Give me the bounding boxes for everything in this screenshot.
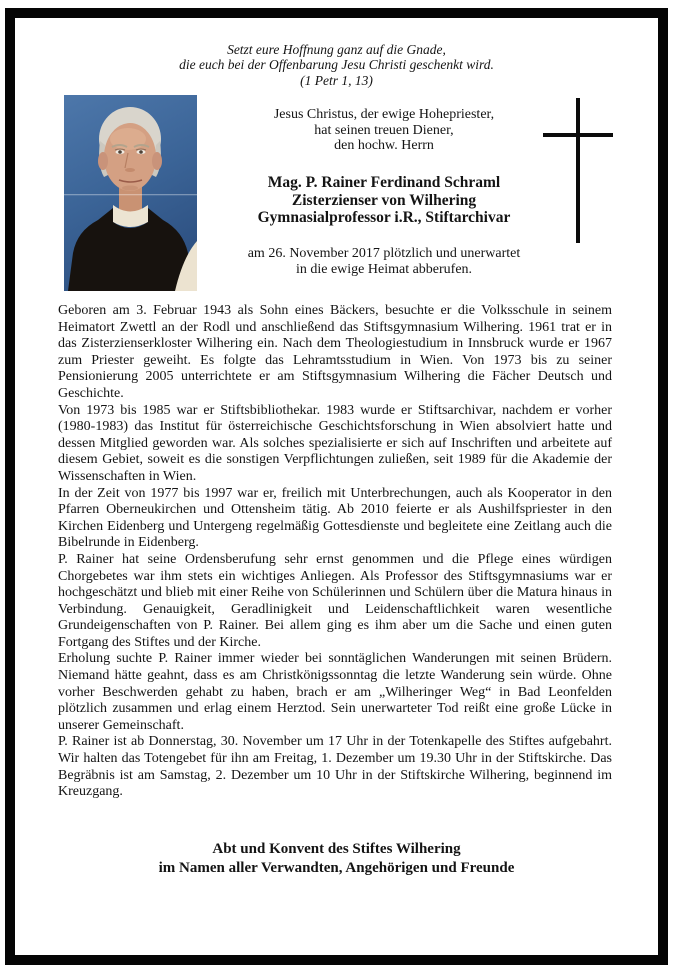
obituary-paragraph: P. Rainer hat seine Ordensberufung sehr ernst genommen und die Pflege eines würdigen Chorgebetes war ihm stets ein wichtiges Anliegen. Als Professor des Stiftsgymnasiums war er hochgeschätzt und blieb mit einer Reihe von Schülerinnen und Schülern über die Matura hinaus in Verbindung. Genauigkeit, Geradlinigkeit und Leidenschaftlichkeit waren wesentliche Grundeigenschaften von P. Rainer. Bei allem ging es ihm aber um die Sache und einen guten Fortgang des Stiftes und der Kirche. [58,551,612,650]
deceased-order: Zisterzienser von Wilhering [291,191,477,209]
intro-line: Jesus Christus, der ewige Hohepriester, [273,107,495,122]
obituary-paragraph: P. Rainer ist ab Donnerstag, 30. November um 17 Uhr in der Totenkapelle des Stiftes aufgebahrt. Wir halten das Totengebet für ihn am Freitag, 1. Dezember um 19.30 Uhr in der Stiftskirche. Das Begräbnis ist am Samstag, 2. Dezember um 10 Uhr in der Stiftskirche Wilhering, beginnend im Kreuzgang. [58,734,612,800]
obituary-paragraph: Erholung suchte P. Rainer immer wieder bei sonntäglichen Wanderungen mit seinen Brüdern. Niemand hätte geahnt, dass es am Christkönigssonntag die letzte Wanderung sein würde. Ohne vorher Beschwerden gehabt zu haben, brach er am „Wilheringer Weg“ in Bad Leonfelden plötzlich zusammen und erlag einem Herztod. Sein unerwarteter Tod reißt eine große Lücke in unserer Gemeinschaft. [58,651,612,733]
death-announcement [203,246,565,277]
bible-quote-line: die euch bei der Offenbarung Jesu Christi geschenkt wird. [179,57,494,73]
obituary-paragraph: Von 1973 bis 1985 war er Stiftsbibliothekar. 1983 wurde er Stiftsarchivar, nachdem er vorher (1980-1983) das Institut für österreichische Geschichtsforschung in Wien absolviert hatte und dessen Mitglied geworden war. Als solches spezialisierte er sich auf Inschriften und arbeitete auf diesem Gebiet, soweit es die sonstigen Verpflichtungen zuließen, seit 1989 für die Akademie der Wissenschaften in Wien. [58,402,612,484]
closing-line: im Namen aller Verwandten, Angehörigen und Freunde [158,859,515,876]
obituary-body [58,303,612,801]
portrait-photo [64,95,197,291]
bible-quote [0,42,673,88]
cross-horizontal-bar [543,133,613,137]
obituary-paragraph: In der Zeit von 1977 bis 1997 war er, freilich mit Unterbrechungen, auch als Kooperator in den Pfarren Oberneukirchen und Ottensheim tätig. Ab 2010 feierte er als Aushilfspriester in den Kirchen Eidenberg und Untergeng regelmäßig Gottesdienste und begleitete eine Zeitlang auch die Bibelrunde in Eidenberg. [58,485,612,551]
intro-line: den hochw. Herrn [334,138,434,154]
deceased-name-block [203,174,565,227]
intro-line: hat seinen treuen Diener, [314,122,454,138]
deceased-titles: Gymnasialprofessor i.R., Stiftarchivar [257,209,511,226]
closing-signature [0,840,673,877]
bible-quote-reference: (1 Petr 1, 13) [300,72,373,88]
bible-quote-line: Setzt eure Hoffnung ganz auf die Gnade, [227,42,446,57]
cross-vertical-bar [576,98,580,243]
death-date-line: am 26. November 2017 plötzlich und unerwartet [247,246,521,261]
closing-line: Abt und Konvent des Stiftes Wilhering [212,841,461,857]
obituary-paragraph: Geboren am 3. Februar 1943 als Sohn eines Bäckers, besuchte er die Volksschule in seinem Heimatort Zwettl an der Rodl und anschließend das Stiftsgymnasium Wilhering. 1961 trat er in das Zisterzienserkloster Wilhering ein. Nach dem Theologiestudium in Innsbruck wurde er 1967 zum Priester geweiht. Es folgte das Lehramtsstudium in Wien. Von 1973 bis zu seiner Pensionierung 2005 unterrichtete er am Stiftsgymnasium Wilhering die Fächer Deutsch und Geschichte. [58,303,612,401]
deceased-name: Mag. P. Rainer Ferdinand Schraml [267,174,501,191]
portrait-photo-image [64,95,197,291]
death-line: in die ewige Heimat abberufen. [295,261,473,277]
intro-text [203,107,565,154]
